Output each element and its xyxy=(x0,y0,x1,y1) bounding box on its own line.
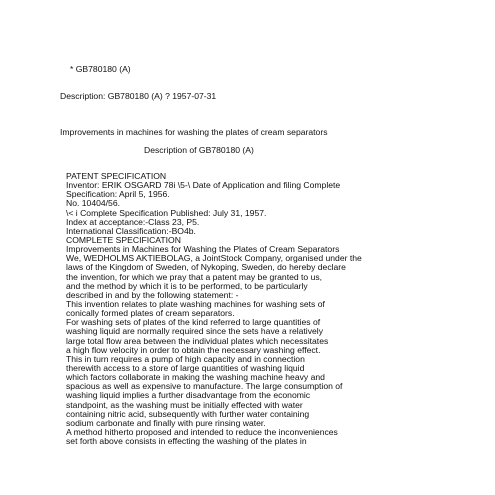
body-line: PATENT SPECIFICATION xyxy=(66,171,167,181)
body-line: A method hitherto proposed and intended to reduce the inconveniences xyxy=(66,426,338,437)
body-line: and the method by which it is to be performed, to be particularly xyxy=(66,280,308,291)
body-line: laws of the Kingdom of Sweden, of Nykoping, Sweden, do hereby declare xyxy=(66,262,346,273)
body-line: No. 10404/56. xyxy=(66,198,120,209)
description-line: Description: GB780180 (A) ? 1957-07-31 xyxy=(60,91,217,101)
body-line: containing nitric acid, subsequently with further water containing xyxy=(66,408,310,419)
body-line: Specification: April 5, 1956. xyxy=(66,189,170,200)
body-line: a high flow velocity in order to obtain the necessary washing effect. xyxy=(66,344,321,355)
body-line: COMPLETE SPECIFICATION xyxy=(66,234,181,245)
body-line: large total flow area between the individual plates which necessitates xyxy=(66,335,329,346)
body-line: conically formed plates of cream separators. xyxy=(66,308,235,319)
body-line: Inventor: ERIK OSGARD 78i \5-\ Date of Application and filing Complete xyxy=(66,180,341,191)
body-line: standpoint, as the washing must be initially effected with water xyxy=(66,399,303,410)
body-line: described in and by the following statement: - xyxy=(66,289,239,300)
body-line: Improvements in Machines for Washing the Plates of Cream Separators xyxy=(66,244,340,255)
body-line: We, WEDHOLMS AKTIEBOLAG, a JointStock Company, organised under the xyxy=(66,253,362,264)
body-line: For washing sets of plates of the kind referred to large quantities of xyxy=(66,317,321,328)
body-line: washing liquid implies a further disadvantage from the economic xyxy=(66,390,311,401)
body-line: therewith access to a store of large quantities of washing liquid xyxy=(66,362,305,373)
document-title: Improvements in machines for washing the plates of cream separators xyxy=(60,127,328,137)
body-line: set forth above consists in effecting the washing of the plates in xyxy=(66,436,307,447)
body-line: \< i Complete Specification Published: July 31, 1957. xyxy=(66,207,267,218)
body-line: the invention, for which we pray that a patent may be granted to us, xyxy=(66,271,323,282)
body-line: This in turn requires a pump of high capacity and in connection xyxy=(66,353,305,364)
body-line: washing liquid are normally required since the sets have a relatively xyxy=(66,326,323,337)
specification-body xyxy=(66,172,486,446)
document-id: * GB780180 (A) xyxy=(70,64,131,74)
body-line: Index at acceptance:-Class 23, P5. xyxy=(66,216,200,227)
description-of-line: Description of GB780180 (A) xyxy=(144,145,254,155)
body-line: sodium carbonate and finally with pure rinsing water. xyxy=(66,417,266,428)
body-line: which factors collaborate in making the washing machine heavy and xyxy=(66,372,325,383)
body-line: spacious as well as expensive to manufacture. The large consumption of xyxy=(66,381,343,392)
body-line: International Classification:-BO4b. xyxy=(66,225,196,236)
body-line: This invention relates to plate washing machines for washing sets of xyxy=(66,298,325,309)
